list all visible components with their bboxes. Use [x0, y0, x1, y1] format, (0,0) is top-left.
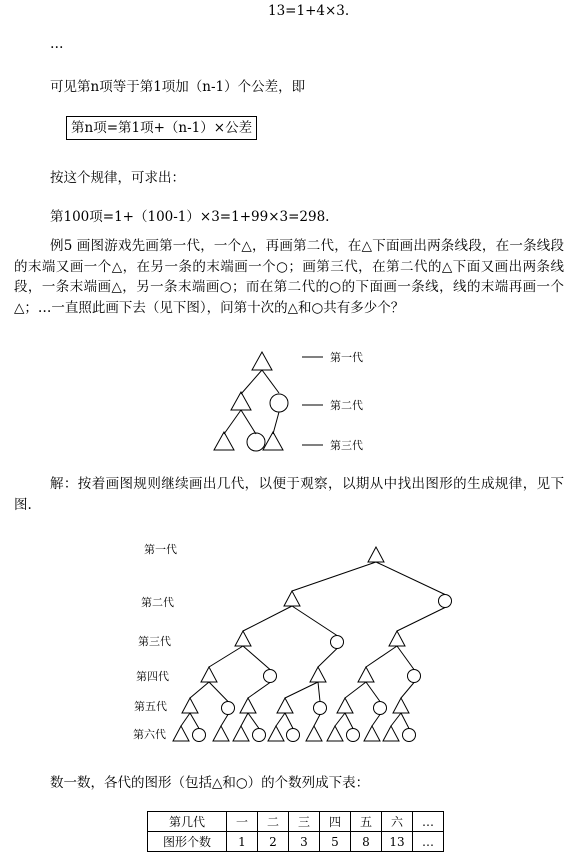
- tree-edge: [345, 682, 366, 698]
- tree-edge: [314, 715, 320, 727]
- table-header-cell: …: [413, 812, 444, 832]
- triangle-node: [383, 726, 399, 741]
- table-header-label: 第几代: [148, 812, 227, 832]
- table-header-cell: 一: [227, 812, 258, 832]
- table-cell: 8: [351, 832, 382, 852]
- table-header-cell: 三: [289, 812, 320, 832]
- tree-edge: [285, 682, 318, 698]
- circle-node: [374, 702, 387, 715]
- fig1-label-gen1: 第一代: [330, 351, 363, 364]
- tree-edge: [243, 606, 292, 631]
- triangle-node: [233, 726, 249, 741]
- tree-edge: [366, 682, 380, 702]
- tree-edge: [372, 715, 380, 727]
- tree-edge: [292, 606, 337, 636]
- triangle-node: [240, 698, 256, 713]
- figure-1-tree: [0, 344, 580, 464]
- fig1-lines: [224, 357, 323, 445]
- tree-edge: [376, 562, 445, 595]
- tree-edge: [221, 715, 228, 727]
- triangle-node: [358, 667, 374, 682]
- table-row: [148, 832, 444, 852]
- example-paragraph: 例5 画图游戏先画第一代，一个△，再画第二代，在△下面画出两条线段，在一条线段的末端又画一个△，在另一条的末端画一个○；画第三代，在第二代的△下面又画出两条线段，一条末端画△，另一条末端画○；而在第二代的○的下面画一条线，线的末端再画一个△；…一直照此画下去（见下图），问第十次的△和○共有多少个？: [14, 238, 564, 316]
- table-header-cell: 二: [258, 812, 289, 832]
- table-cell: 1: [227, 832, 258, 852]
- fig1-shapes: [214, 352, 288, 451]
- table-header-cell: 六: [382, 812, 413, 832]
- tree-edge: [248, 683, 270, 699]
- triangle-node: [284, 591, 300, 606]
- circle-node: [314, 702, 327, 715]
- tree-edge: [243, 646, 270, 670]
- tree-edge: [397, 646, 414, 670]
- circle-node: [193, 729, 206, 742]
- tree-edge: [190, 713, 199, 729]
- fig1-label-gen2: 第二代: [330, 399, 363, 412]
- triangle-node: [201, 667, 217, 682]
- table-row-label: 图形个数: [148, 832, 227, 852]
- figure-2-tree: [0, 538, 580, 750]
- fig2-label-gen3: 第三代: [138, 635, 171, 648]
- table-header-cell: 四: [320, 812, 351, 832]
- circle-node: [439, 595, 452, 608]
- tree-edge: [318, 649, 337, 668]
- solution-paragraph: 解：按着画图规则继续画出几代，以便于观察，以期从中找出图形的生成规律，见下图.: [14, 476, 564, 513]
- table-cell: …: [413, 832, 444, 852]
- triangle-node: [235, 631, 251, 646]
- triangle-node: [310, 667, 326, 682]
- generation-table: [147, 811, 444, 852]
- text-line-1: 13=1+4×3.: [268, 3, 350, 19]
- tree-edge: [345, 713, 353, 729]
- count-intro: 数一数，各代的图形（包括△和○）的个数列成下表：: [50, 775, 370, 791]
- table-cell: 3: [289, 832, 320, 852]
- triangle-node: [389, 631, 405, 646]
- circle-node: [408, 670, 421, 683]
- ellipsis-line: …: [50, 36, 64, 52]
- triangle-node: [327, 726, 343, 741]
- fig2-label-gen6: 第六代: [133, 728, 166, 741]
- table-header-cell: 五: [351, 812, 382, 832]
- triangle-node: [364, 726, 380, 741]
- tree-edge: [318, 682, 320, 702]
- tree-edge: [209, 682, 228, 702]
- circle-node: [347, 729, 360, 742]
- table-cell: 2: [258, 832, 289, 852]
- tree-edge: [181, 713, 190, 726]
- tree-edge: [209, 646, 243, 667]
- text-line-3: 可见第n项等于第1项加（n-1）个公差，即: [50, 79, 306, 95]
- fig2-label-gen1: 第一代: [144, 543, 177, 556]
- tree-edge: [292, 562, 376, 591]
- triangle-node: [213, 726, 229, 741]
- tree-edge: [285, 713, 293, 729]
- triangle-node: [173, 726, 189, 741]
- text-line-4: 按这个规律，可求出：: [50, 170, 185, 186]
- tree-edge: [366, 646, 397, 667]
- fig2-label-gen2: 第二代: [141, 596, 174, 609]
- tree-edge: [335, 713, 345, 726]
- table-cell: 13: [382, 832, 413, 852]
- circle-node: [253, 729, 266, 742]
- tree-edge: [397, 608, 445, 632]
- triangle-node: [268, 726, 284, 741]
- fig2-shapes: [173, 547, 452, 742]
- table-row: [148, 812, 444, 832]
- circle-node: [403, 729, 416, 742]
- triangle-node: [393, 698, 409, 713]
- tree-edge: [190, 682, 209, 698]
- tree-edge: [248, 713, 259, 729]
- circle-node: [331, 636, 344, 649]
- tree-edge: [241, 713, 248, 726]
- fig1-label-gen3: 第三代: [330, 439, 363, 452]
- text-line-5: 第100项=1+（100-1）×3=1+99×3=298.: [50, 209, 330, 225]
- fig2-label-gen5: 第五代: [134, 700, 167, 713]
- triangle-node: [182, 698, 198, 713]
- triangle-node: [368, 547, 384, 562]
- fig2-label-gen4: 第四代: [136, 670, 169, 683]
- tree-edge: [391, 713, 401, 726]
- tree-edge: [401, 713, 409, 729]
- fig2-lines: [181, 562, 445, 729]
- triangle-node: [337, 698, 353, 713]
- tree-edge: [401, 683, 414, 699]
- circle-node: [264, 670, 277, 683]
- formula-box: 第n项=第1项+（n-1）×公差: [66, 116, 257, 140]
- circle-node: [222, 702, 235, 715]
- table-cell: 5: [320, 832, 351, 852]
- triangle-node: [306, 726, 322, 741]
- triangle-node: [277, 698, 293, 713]
- circle-node: [287, 729, 300, 742]
- tree-edge: [276, 713, 285, 726]
